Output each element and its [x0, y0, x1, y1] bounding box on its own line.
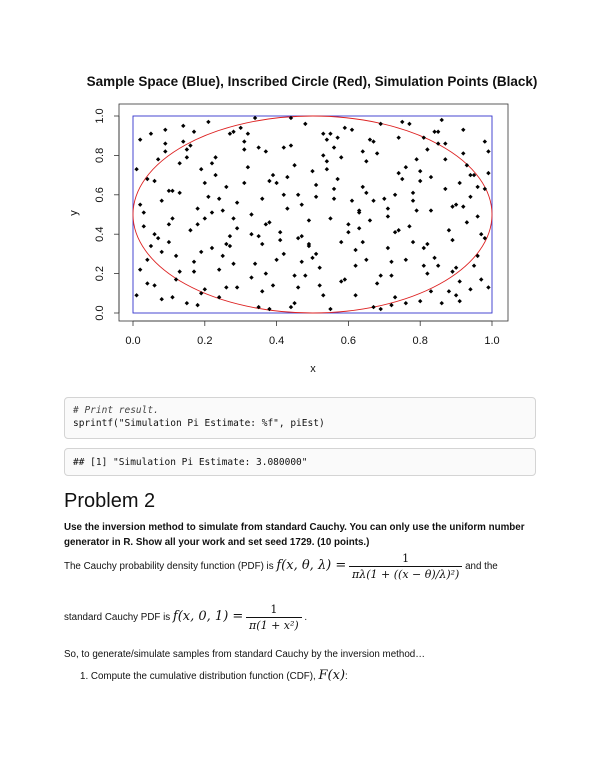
simulation-point — [443, 141, 447, 145]
simulation-point — [353, 248, 357, 252]
std-numerator: 1 — [246, 602, 302, 618]
y-tick-label: 0.6 — [94, 187, 106, 203]
simulation-point — [282, 145, 286, 149]
simulation-point — [231, 216, 235, 220]
simulation-point — [404, 301, 408, 305]
simulation-point — [317, 265, 321, 269]
x-axis — [125, 321, 499, 347]
simulation-point — [174, 254, 178, 258]
simulation-point — [203, 216, 207, 220]
simulation-point — [134, 167, 138, 171]
simulation-point — [422, 264, 426, 268]
simulation-point — [389, 273, 393, 277]
simulation-point — [328, 216, 332, 220]
simulation-point — [300, 260, 304, 264]
simulation-point — [246, 132, 250, 136]
simulation-point — [278, 238, 282, 242]
simulation-point — [206, 195, 210, 199]
simulation-point — [454, 293, 458, 297]
x-tick-label: 0.0 — [125, 335, 141, 347]
simulation-point — [221, 208, 225, 212]
simulation-point — [310, 169, 314, 173]
simulation-point — [260, 289, 264, 293]
simulation-point — [249, 275, 253, 279]
simulation-point — [292, 163, 296, 167]
step-1-math: F(x) — [318, 668, 346, 683]
simulation-point — [375, 281, 379, 285]
simulation-point — [386, 206, 390, 210]
simulation-point — [472, 264, 476, 268]
simulation-point — [411, 191, 415, 195]
simulation-point — [185, 301, 189, 305]
plot-frame — [119, 104, 508, 321]
code-line: sprintf("Simulation Pi Estimate: %f", piEst) — [73, 418, 325, 429]
simulation-point — [332, 197, 336, 201]
code-output: ## [1] "Simulation Pi Estimate: 3.080000" — [73, 457, 308, 468]
simulation-point — [425, 147, 429, 151]
simulation-point — [138, 202, 142, 206]
simulation-point — [454, 202, 458, 206]
std-lhs: f(x, 0, 1) = — [172, 609, 244, 625]
y-tick-label: 0.8 — [94, 147, 106, 164]
simulation-point — [221, 254, 225, 258]
simulation-point — [317, 283, 321, 287]
simulation-point — [343, 277, 347, 281]
simulation-point — [429, 208, 433, 212]
simulation-point — [396, 135, 400, 139]
simulation-point — [256, 145, 260, 149]
simulation-point — [239, 126, 243, 130]
simulation-point — [479, 277, 483, 281]
y-tick-label: 1.0 — [94, 108, 106, 124]
simulation-point — [400, 177, 404, 181]
simulation-point — [461, 128, 465, 132]
simulation-point — [292, 273, 296, 277]
simulation-point — [181, 124, 185, 128]
simulation-point — [289, 305, 293, 309]
x-tick-label: 0.8 — [412, 335, 428, 347]
simulation-point — [486, 171, 490, 175]
simulation-point — [213, 173, 217, 177]
simulation-point — [411, 199, 415, 203]
simulation-point — [314, 252, 318, 256]
simulation-point — [457, 181, 461, 185]
simulation-point — [475, 185, 479, 189]
simulation-point — [242, 147, 246, 151]
simulation-point — [177, 161, 181, 165]
simulation-point — [414, 208, 418, 212]
simulation-point — [249, 212, 253, 216]
simulation-point — [195, 206, 199, 210]
simulation-point — [303, 273, 307, 277]
simulation-point — [447, 228, 451, 232]
simulation-point — [382, 197, 386, 201]
simulation-point — [465, 163, 469, 167]
simulation-point — [393, 230, 397, 234]
simulation-point — [450, 204, 454, 208]
simulation-point — [335, 135, 339, 139]
pdf-suffix: and the — [465, 561, 498, 573]
simulation-point — [264, 222, 268, 226]
simulation-point — [206, 120, 210, 124]
simulation-point — [371, 305, 375, 309]
simulation-point — [335, 177, 339, 181]
y-axis — [94, 108, 119, 320]
simulation-point — [386, 246, 390, 250]
simulation-point — [436, 264, 440, 268]
simulation-point — [235, 285, 239, 289]
simulation-point — [483, 139, 487, 143]
simulation-point — [461, 204, 465, 208]
simulation-point — [271, 173, 275, 177]
x-tick-label: 0.4 — [268, 335, 285, 347]
simulation-point — [418, 179, 422, 183]
simulation-point — [447, 289, 451, 293]
simulation-point — [260, 242, 264, 246]
simulation-point — [235, 226, 239, 230]
simulation-point — [314, 183, 318, 187]
simulation-point — [249, 232, 253, 236]
simulation-point — [361, 240, 365, 244]
simulation-point — [160, 250, 164, 254]
simulation-point — [152, 179, 156, 183]
simulation-point — [422, 246, 426, 250]
simulation-point — [353, 293, 357, 297]
simulation-point — [393, 295, 397, 299]
simulation-point — [364, 191, 368, 195]
simulation-point — [375, 151, 379, 155]
simulation-point — [228, 244, 232, 248]
simulation-point — [332, 187, 336, 191]
simulation-point — [274, 258, 278, 262]
simulation-point — [267, 179, 271, 183]
simulation-point — [145, 281, 149, 285]
simulation-point — [231, 262, 235, 266]
simulation-point — [328, 307, 332, 311]
simulation-point — [407, 224, 411, 228]
simulation-point — [418, 169, 422, 173]
x-tick-label: 0.6 — [340, 335, 357, 347]
simulation-point — [156, 236, 160, 240]
simulation-point — [224, 185, 228, 189]
simulation-point — [160, 297, 164, 301]
simulation-point — [486, 285, 490, 289]
simulation-point — [440, 301, 444, 305]
simulation-point — [149, 132, 153, 136]
simulation-point — [185, 147, 189, 151]
simulation-point — [217, 197, 221, 201]
simulation-point — [321, 293, 325, 297]
simulation-point — [228, 234, 232, 238]
simulation-point — [364, 159, 368, 163]
simulation-point — [346, 222, 350, 226]
simulation-point — [242, 181, 246, 185]
simulation-point — [217, 267, 221, 271]
pdf-denominator: πλ(1 + ((x − θ)/λ)²) — [352, 568, 460, 581]
simulation-point — [192, 269, 196, 273]
simulation-point — [440, 118, 444, 122]
simulation-point — [361, 149, 365, 153]
simulation-point — [393, 193, 397, 197]
simulation-point — [432, 256, 436, 260]
simulation-point — [400, 120, 404, 124]
simulation-point — [457, 279, 461, 283]
simulation-point — [210, 246, 214, 250]
simulation-point — [292, 301, 296, 305]
simulation-point — [210, 161, 214, 165]
simulation-point — [156, 157, 160, 161]
simulation-point — [389, 260, 393, 264]
step-1-suffix: : — [345, 671, 348, 682]
simulation-point — [296, 285, 300, 289]
simulation-point — [368, 218, 372, 222]
std-fraction — [246, 602, 302, 633]
simulation-point — [407, 122, 411, 126]
simulation-point — [325, 137, 329, 141]
simulation-point — [167, 222, 171, 226]
simulation-point — [142, 224, 146, 228]
std-suffix: . — [304, 612, 308, 624]
x-tick-label: 0.2 — [197, 335, 213, 347]
simulation-point — [278, 230, 282, 234]
simulation-point — [468, 173, 472, 177]
simulation-point — [379, 307, 383, 311]
simulation-point — [339, 155, 343, 159]
simulation-point — [457, 299, 461, 303]
simulation-point — [379, 122, 383, 126]
simulation-point — [325, 159, 329, 163]
simulation-point — [170, 216, 174, 220]
code-output-block — [64, 448, 536, 476]
simulation-point — [264, 149, 268, 153]
method-intro: So, to generate/simulate samples from standard Cauchy by the inversion method… — [64, 649, 426, 660]
simulation-point — [285, 175, 289, 179]
simulation-point — [195, 303, 199, 307]
simulation-point — [192, 260, 196, 264]
simulation-point — [152, 232, 156, 236]
simulation-point — [271, 283, 275, 287]
y-axis-label: y — [68, 210, 80, 216]
simulation-point — [307, 218, 311, 222]
simulation-point — [364, 258, 368, 262]
std-prefix: standard Cauchy PDF is — [64, 612, 171, 624]
simulation-point — [199, 167, 203, 171]
simulation-point — [246, 165, 250, 169]
simulation-point — [303, 122, 307, 126]
section-heading: Problem 2 — [64, 490, 156, 512]
simulation-point — [177, 191, 181, 195]
simulation-point — [163, 149, 167, 153]
simulation-point — [170, 295, 174, 299]
simulation-point — [450, 238, 454, 242]
simulation-point — [429, 289, 433, 293]
simulation-point — [371, 199, 375, 203]
simulation-point — [138, 267, 142, 271]
simulation-point — [396, 171, 400, 175]
simulation-point — [321, 153, 325, 157]
simulation-point — [289, 143, 293, 147]
simulation-point — [149, 244, 153, 248]
simulation-point — [350, 199, 354, 203]
simulation-point — [404, 258, 408, 262]
cauchy-pdf-paragraph — [64, 551, 536, 603]
simulation-point — [296, 236, 300, 240]
chart-title: Sample Space (Blue), Inscribed Circle (Red), Simulation Points (Black) — [86, 74, 538, 89]
code-block-print — [64, 397, 536, 439]
y-tick-label: 0.2 — [94, 265, 106, 282]
pdf-lhs: f(x, θ, λ) = — [276, 558, 347, 574]
simulation-point — [339, 279, 343, 283]
simulation-point — [404, 165, 408, 169]
simulation-point — [357, 226, 361, 230]
simulation-point — [203, 181, 207, 185]
simulation-point — [454, 265, 458, 269]
simulation-point — [386, 214, 390, 218]
simulation-point — [450, 269, 454, 273]
simulation-point — [138, 137, 142, 141]
simulation-point — [443, 157, 447, 161]
simulation-point — [231, 130, 235, 134]
simulation-point — [300, 234, 304, 238]
simulation-point — [429, 175, 433, 179]
simulation-point — [282, 252, 286, 256]
simulation-point — [465, 220, 469, 224]
simulation-point — [224, 242, 228, 246]
simulation-point — [203, 287, 207, 291]
simulation-point — [145, 258, 149, 262]
code-comment: # Print result. — [73, 405, 159, 416]
pdf-prefix: The Cauchy probability density function (PDF) is — [64, 561, 274, 573]
simulation-point — [177, 269, 181, 273]
simulation-point — [264, 271, 268, 275]
simulation-point — [443, 187, 447, 191]
simulation-point — [425, 242, 429, 246]
simulation-point — [242, 139, 246, 143]
simulation-point — [310, 256, 314, 260]
simulation-point — [353, 264, 357, 268]
simulation-point — [152, 283, 156, 287]
simulation-point — [235, 200, 239, 204]
simulation-point — [343, 126, 347, 130]
simulation-point — [379, 273, 383, 277]
y-tick-label: 0.0 — [94, 305, 106, 321]
simulation-point — [461, 151, 465, 155]
simulation-point — [256, 234, 260, 238]
simulation-point — [468, 287, 472, 291]
simulation-point — [371, 139, 375, 143]
simulation-point — [163, 128, 167, 132]
simulation-point — [188, 228, 192, 232]
simulation-point — [228, 132, 232, 136]
simulation-point — [350, 128, 354, 132]
simulation-point — [339, 240, 343, 244]
simulation-point — [300, 202, 304, 206]
simulation-point — [436, 130, 440, 134]
simulation-point — [167, 240, 171, 244]
step-1 — [80, 668, 552, 684]
x-axis-label: x — [310, 363, 316, 375]
simulation-points — [134, 116, 490, 311]
simulation-point — [361, 185, 365, 189]
simulation-point — [418, 299, 422, 303]
simulation-point — [396, 228, 400, 232]
simulation-point — [224, 285, 228, 289]
simulation-point — [188, 143, 192, 147]
simulation-point — [185, 155, 189, 159]
simulation-point — [160, 199, 164, 203]
simulation-point — [181, 139, 185, 143]
simulation-point — [425, 271, 429, 275]
standard-pdf-paragraph — [64, 602, 536, 638]
simulation-point — [414, 157, 418, 161]
simulation-point — [368, 137, 372, 141]
simulation-point — [314, 195, 318, 199]
simulation-point — [468, 195, 472, 199]
simulation-point — [296, 193, 300, 197]
simulation-point — [199, 250, 203, 254]
simulation-point — [325, 167, 329, 171]
simulation-point — [199, 291, 203, 295]
pdf-numerator: 1 — [349, 551, 462, 567]
simulation-point — [167, 189, 171, 193]
simulation-point — [163, 141, 167, 145]
simulation-point — [192, 130, 196, 134]
simulation-point — [195, 222, 199, 226]
simulation-point — [321, 132, 325, 136]
simulation-point — [260, 197, 264, 201]
simulation-point — [134, 293, 138, 297]
simulation-point — [475, 214, 479, 218]
x-tick-label: 1.0 — [484, 335, 500, 347]
simulation-point — [282, 193, 286, 197]
problem-instruction: Use the inversion method to simulate from standard Cauchy. You can only use the uniform number generator in R. Show all your work and set seed 1729. (10 points.) — [64, 522, 525, 548]
simulation-point — [210, 210, 214, 214]
simulation-point — [411, 240, 415, 244]
simulation-point — [479, 232, 483, 236]
y-tick-label: 0.4 — [94, 226, 106, 242]
simulation-point — [274, 181, 278, 185]
simulation-point — [142, 210, 146, 214]
step-1-text: 1. Compute the cumulative distribution function (CDF), — [80, 671, 316, 682]
std-denominator: π(1 + x²) — [249, 619, 299, 632]
simulation-point — [285, 206, 289, 210]
simulation-point — [267, 220, 271, 224]
simulation-point — [346, 230, 350, 234]
simulation-point — [332, 145, 336, 149]
pdf-fraction — [349, 551, 462, 582]
simulation-point — [328, 132, 332, 136]
simulation-point — [486, 149, 490, 153]
simulation-point — [253, 262, 257, 266]
simulation-point — [213, 155, 217, 159]
